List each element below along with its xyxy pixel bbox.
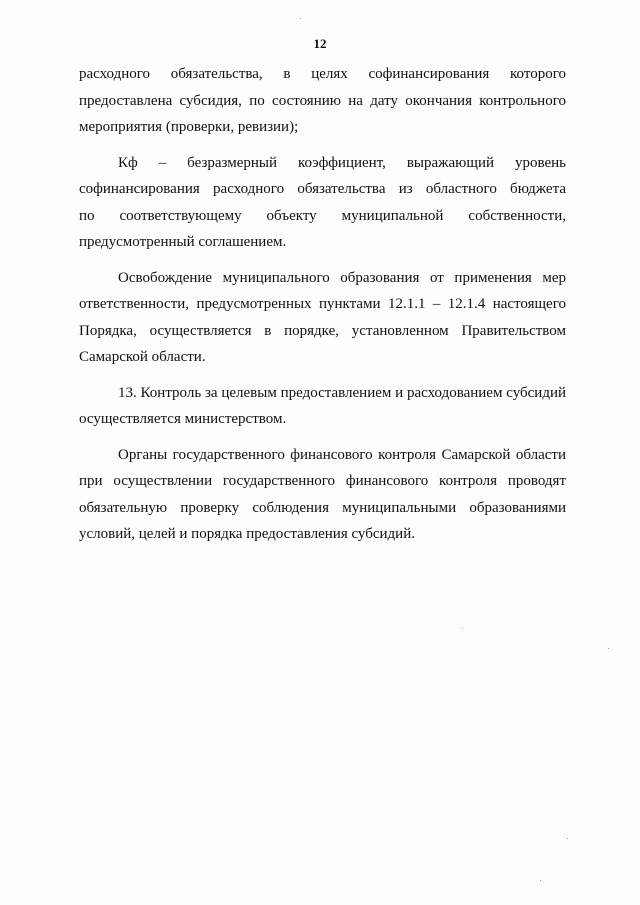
scan-speck <box>608 648 609 649</box>
text-line: предусмотренный соглашением. <box>79 234 287 250</box>
text-line: обязательную проверку соблюдения муниципальными образованиями <box>79 499 566 516</box>
text-line: Порядка, осуществляется в порядке, установленном Правительством <box>79 322 566 339</box>
text-line: осуществляется министерством. <box>79 411 287 427</box>
text-line: по соответствующему объекту муниципальной собственности, <box>79 207 566 224</box>
paragraph-section-13 <box>79 380 566 433</box>
scan-speck <box>462 628 463 629</box>
text-line: мероприятия (проверки, ревизии); <box>79 119 299 135</box>
text-line: расходного обязательства, в целях софинансирования которого <box>79 66 566 82</box>
paragraph-liability-release <box>79 265 566 371</box>
text-line: ответственности, предусмотренных пунктами 12.1.1 – 12.1.4 настоящего <box>79 296 566 312</box>
text-line: предоставлена субсидия, по состоянию на дату окончания контрольного <box>79 92 566 109</box>
scan-speck <box>300 18 301 19</box>
paragraph-sanctions-formula-continued <box>79 61 566 141</box>
text-line: 13. Контроль за целевым предоставлением и расходованием субсидий <box>118 384 566 401</box>
document-body <box>79 61 566 557</box>
scan-speck <box>540 880 541 881</box>
text-line: Кф – безразмерный коэффициент, выражающий уровень <box>118 154 566 171</box>
text-line: условий, целей и порядка предоставления субсидий. <box>79 526 415 542</box>
scan-speck <box>567 838 568 839</box>
text-line: Самарской области. <box>79 349 206 365</box>
text-line: при осуществлении государственного финансового контроля проводят <box>79 473 566 489</box>
text-line: Органы государственного финансового контроля Самарской области <box>118 446 566 463</box>
page-number: 12 <box>313 36 327 51</box>
paragraph-kf-definition <box>79 150 566 256</box>
text-line: софинансирования расходного обязательства из областного бюджета <box>79 181 566 197</box>
text-line: Освобождение муниципального образования от применения мер <box>118 269 566 286</box>
paragraph-financial-control <box>79 442 566 548</box>
